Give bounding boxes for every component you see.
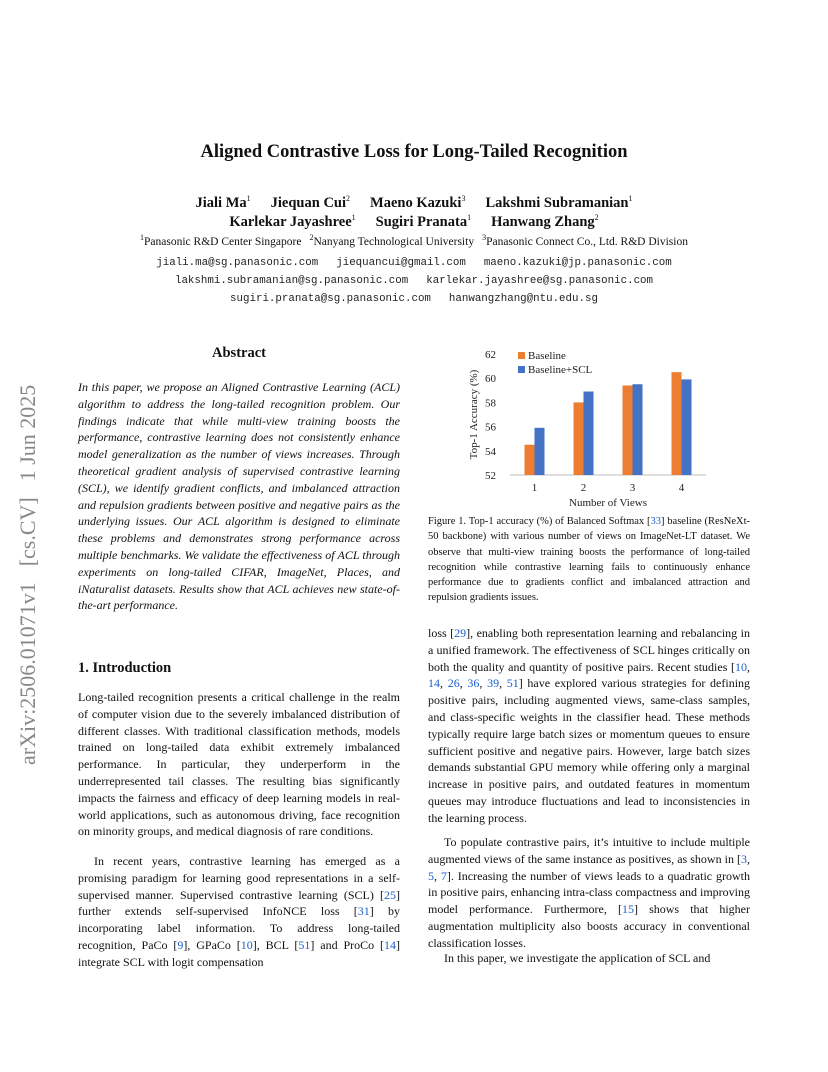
affiliation-marker: 2 (594, 213, 599, 223)
citation-link[interactable]: 51 (298, 937, 311, 952)
y-tick-label: 54 (485, 445, 496, 458)
bar-baseline-scl-4 (682, 379, 692, 475)
emails-row-1 (0, 257, 828, 269)
figure-1-caption: Figure 1. Top-1 accuracy (%) of Balanced Softmax [33] baseline (ResNeXt-50 backbone) with various number of views on ImageNet-LT dataset. We observe that multi-view training boosts the performance of long-tailed recognition while contrastive learning fails to continuously enhance performance due to gradients conflict and imbalanced attraction and repulsion gradients issues. (428, 516, 751, 604)
citation-link[interactable]: 15 (621, 902, 634, 917)
affiliation: $^3$Panasonic Connect Co., Ltd. R&D Division (482, 233, 688, 248)
bar-baseline-1 (525, 445, 535, 475)
author-email: jiali.ma@sg.panasonic.com (156, 257, 319, 269)
figure-1-chart (428, 345, 750, 510)
right-paragraph-1: loss [29], enabling both representation learning and rebalancing in a unified framework. The effectiveness of SCL hinges critically on both the quality and quantity of positive pairs. Recent studies [10, 14, 26, 36, 39, 51] have explored various strategies for defining positive pairs, including augmented views, same-class samples, and class-specific weights in the classifier head. These methods typically require large batch sizes or momentum queues to ensure sufficient positive and negative pairs. However, large batch sizes demands substantial GPU memory while offering only a marginal increase in positive pairs, and outdated features in momentum queues may introduce fluctuations and lead to inconsistencies in the learning process. (428, 626, 751, 825)
citation-link[interactable]: 51 (506, 676, 519, 691)
citation-link[interactable]: 14 (384, 937, 397, 952)
legend-label: Baseline (528, 350, 566, 362)
author-name: Sugiri Pranata$^1$ (375, 213, 472, 230)
bar-baseline-scl-2 (584, 392, 594, 475)
author-email: lakshmi.subramanian@sg.panasonic.com (174, 275, 409, 287)
arxiv-id: arXiv:2506.01071v1 (15, 582, 40, 765)
affiliation-marker: 1 (467, 213, 472, 223)
arxiv-stamp (15, 369, 41, 765)
x-tick-label: 4 (678, 482, 685, 494)
citation-link[interactable]: 36 (467, 676, 480, 691)
emails-row-3 (0, 293, 828, 305)
affiliation-marker: 1 (246, 194, 251, 204)
abstract-heading: Abstract (212, 345, 266, 361)
paper-title: Aligned Contrastive Loss for Long-Tailed Recognition (200, 142, 628, 162)
citation-link[interactable]: 39 (487, 676, 500, 691)
arxiv-date: 1 Jun 2025 (15, 384, 40, 482)
affiliation-marker: 1 (351, 213, 356, 223)
y-tick-label: 60 (485, 373, 496, 386)
intro-heading: 1. Introduction (78, 660, 172, 676)
affiliation-marker: 3 (461, 194, 466, 204)
emails-row-2 (0, 275, 828, 287)
author-email: sugiri.pranata@sg.panasonic.com (230, 293, 431, 305)
authors-row-2 (0, 214, 828, 231)
legend-swatch (518, 352, 525, 359)
x-tick-label: 3 (629, 482, 636, 494)
x-tick-label: 1 (531, 482, 538, 494)
author-email: jiequancui@gmail.com (336, 257, 466, 269)
citation-link[interactable]: 3 (741, 851, 747, 866)
affiliation-marker: 1 (628, 194, 633, 204)
bar-baseline-scl-3 (633, 384, 643, 475)
citation-link[interactable]: 5 (428, 868, 434, 883)
legend-swatch (518, 366, 525, 373)
affiliation: $^1$Panasonic R&D Center Singapore (140, 233, 302, 248)
right-paragraph-2: To populate contrastive pairs, it’s intuitive to include multiple augmented views of the same instance as positives, as shown in [3, 5, 7]. Increasing the number of views leads to a quadratic growth in positive pairs, enhancing intra-class compactness and improving model performance. Furthermore, [15] shows that higher augmentation multiplicity also boosts accuracy in conventional classification losses. (428, 835, 751, 950)
citation-link[interactable]: 14 (428, 676, 440, 691)
abstract-text: In this paper, we propose an Aligned Contrastive Learning (ACL) algorithm to address the long-tailed recognition problem. Our findings indicate that while multi-view training boosts the performance, contrastive learning does not consistently enhance model generalization as the number of views increases. Through theoretical gradient analysis of supervised contrastive learning (SCL), we identify gradient conflicts, and imbalanced attraction and repulsion gradients between positive and negative pairs as the underlying issues. Our ACL algorithm is designed to eliminate these problems and demonstrates strong performance across multiple benchmarks. We validate the effectiveness of ACL through experiments on long-tailed CIFAR, ImageNet, Places, and iNaturalist datasets. Results show that ACL achieves new state-of-the-art performance. (78, 380, 400, 613)
citation-link[interactable]: 10 (735, 659, 747, 674)
citation-link[interactable]: 29 (454, 626, 467, 640)
bar-baseline-2 (574, 402, 584, 475)
x-tick-label: 2 (580, 482, 587, 494)
affiliations (0, 233, 828, 248)
arxiv-category: [cs.CV] (15, 497, 40, 567)
y-tick-label: 52 (485, 470, 496, 482)
citation-link[interactable]: 31 (357, 904, 370, 919)
author-email: hanwangzhang@ntu.edu.sg (448, 293, 598, 305)
author-name: Jiali Ma$^1$ (195, 194, 251, 211)
authors-row-1 (0, 195, 828, 212)
y-axis-label: Top-1 Accuracy (%) (468, 369, 480, 460)
author-name: Jiequan Cui$^2$ (270, 194, 351, 211)
intro-paragraph-2: In recent years, contrastive learning has emerged as a promising paradigm for learning good representations in a self-supervised manner. Supervised contrastive learning (SCL) [25] further extends self-supervised InfoNCE loss [31] by incorporating label information. To address long-tailed recognition, PaCo [9], GPaCo [10], BCL [51] and ProCo [14] integrate SCL with logit compensation (78, 854, 401, 969)
citation-link[interactable]: 25 (384, 887, 396, 902)
right-paragraph-3: In this paper, we investigate the application of SCL and (444, 951, 711, 965)
citation-link[interactable]: 9 (177, 937, 184, 952)
y-tick-label: 56 (485, 421, 496, 434)
citation-link[interactable]: 7 (440, 868, 447, 883)
affiliation: $^2$Nanyang Technological University (309, 233, 475, 248)
author-email: maeno.kazuki@jp.panasonic.com (483, 257, 672, 269)
y-tick-label: 58 (485, 397, 496, 410)
x-axis-label: Number of Views (569, 497, 647, 509)
intro-paragraph-1: Long-tailed recognition presents a critical challenge in the realm of computer vision due to the severely imbalanced distribution of different classes. With traditional classification methods, models trained on long-tailed data exhibit extremely imbalanced performance. In particular, they underperform in the underrepresented tail classes. The resulting bias significantly impacts the fairness and efficacy of deep learning models in real-world applications, such as autonomous driving, face recognition on minority groups, and medical diagnosis of rare conditions. (78, 690, 400, 839)
author-name: Hanwang Zhang$^2$ (491, 213, 599, 230)
author-email: karlekar.jayashree@sg.panasonic.com (426, 275, 654, 287)
citation-link[interactable]: 10 (240, 937, 253, 952)
affiliation-marker: 2 (346, 194, 351, 204)
legend-label: Baseline+SCL (528, 364, 593, 376)
bar-baseline-3 (623, 385, 633, 475)
citation-link[interactable]: 26 (447, 676, 460, 691)
author-name: Karlekar Jayashree$^1$ (229, 213, 356, 230)
author-name: Lakshmi Subramanian$^1$ (485, 194, 633, 211)
bar-baseline-4 (672, 372, 682, 475)
bar-baseline-scl-1 (535, 428, 545, 475)
citation-link[interactable]: 33 (650, 516, 661, 527)
bar-chart (428, 345, 750, 510)
y-tick-label: 62 (485, 349, 496, 361)
author-name: Maeno Kazuki$^3$ (370, 194, 466, 211)
